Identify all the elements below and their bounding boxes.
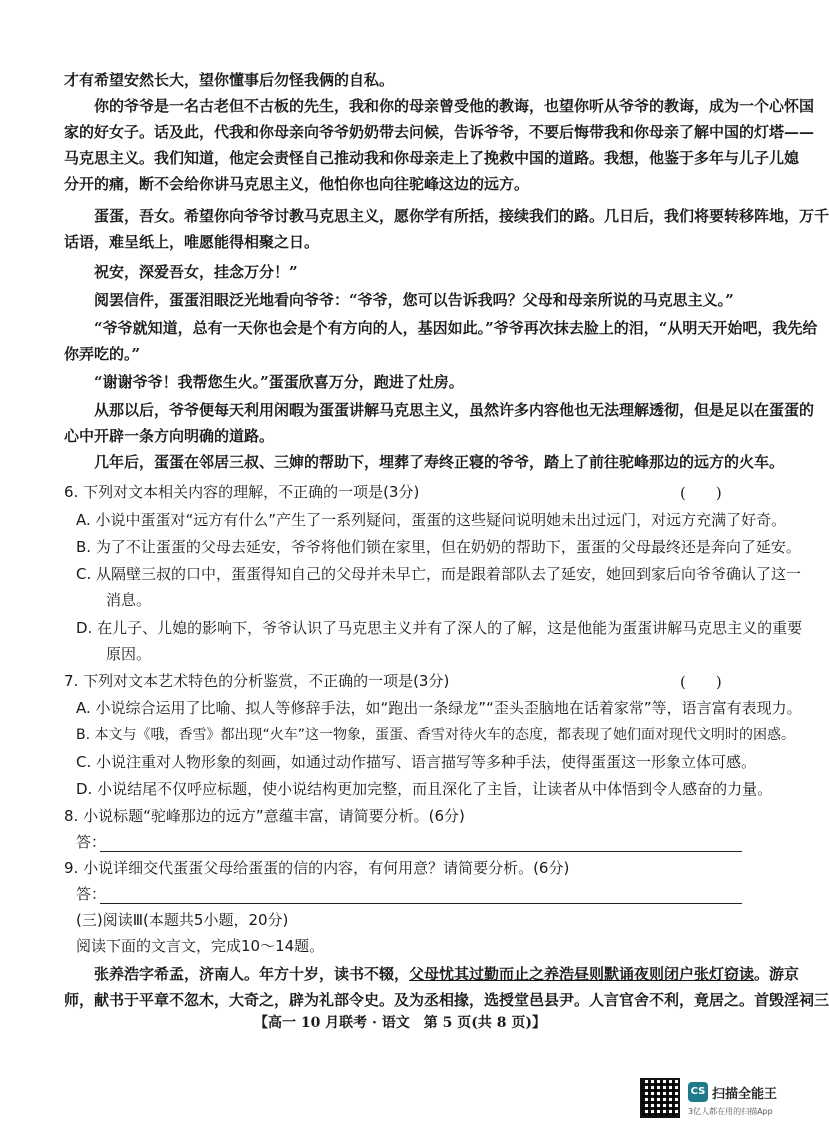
question-7-answer-box: ( ) xyxy=(680,673,722,691)
camscanner-logo-icon: CS xyxy=(688,1082,708,1102)
passage-line: 心中开辟一条方向明确的道路。 xyxy=(64,427,275,445)
page-footer: 【高一 10 月联考 · 语文 第 5 页(共 8 页)】 xyxy=(253,1015,547,1031)
question-7-option-a: A. 小说综合运用了比喻、拟人等修辞手法，如“跑出一条绿龙”“歪头歪脑地在话着家常”等，语言富有表现力。 xyxy=(76,699,802,717)
scanner-brand-name: 扫描全能王 xyxy=(712,1087,778,1102)
question-6-option-d: D. 在儿子、儿媳的影响下，爷爷认识了马克思主义并有了深人的了解，这是他能为蛋蛋讲解马克思主义的重要 xyxy=(76,619,803,637)
question-6-option-c: C. 从隔壁三叔的口中，蛋蛋得知自己的父母并未早亡，而是跟着部队去了延安，她回到家后向爷爷确认了这一 xyxy=(76,565,802,583)
passage-line: 几年后，蛋蛋在邻居三叔、三婶的帮助下，埋葬了寿终正寝的爷爷，踏上了前往驼峰那边的远方的火车。 xyxy=(64,453,785,471)
question-6-stem: 6. 下列对文本相关内容的理解，不正确的一项是(3分) xyxy=(64,483,420,501)
passage-line: 家的好女子。话及此，代我和你母亲向爷爷奶奶带去问候，告诉爷爷，不要后悔带我和你母亲了解中国的灯塔—— xyxy=(64,123,815,141)
question-7-option-c: C. 小说注重对人物形象的刻画，如通过动作描写、语言描写等多种手法，使得蛋蛋这一形象立体可感。 xyxy=(76,753,757,771)
passage-line: 阅罢信件，蛋蛋泪眼泛光地看向爷爷：“爷爷，您可以告诉我吗？父母和母亲所说的马克思主义。” xyxy=(64,291,734,309)
passage-line: 蛋蛋，吾女。希望你向爷爷讨教马克思主义，愿你学有所括，接续我们的路。几日后，我们将要转移阵地，万千 xyxy=(64,207,829,225)
question-7-option-d: D. 小说结尾不仅呼应标题，使小说结构更加完整，而且深化了主旨，让读者从中体悟到令人感奋的力量。 xyxy=(76,780,773,798)
passage-line: “爷爷就知道，总有一天你也会是个有方向的人，基因如此。”爷爷再次抹去脸上的泪，“从明天开始吧，我先给 xyxy=(64,319,818,337)
question-7-stem: 7. 下列对文本艺术特色的分析鉴赏，不正确的一项是(3分) xyxy=(64,672,450,690)
passage-line: 才有希望安然长大，望你懂事后勿怪我俩的自私。 xyxy=(64,71,395,89)
scanner-tagline: 3亿人都在用的扫描App xyxy=(688,1107,773,1116)
question-6-option-a: A. 小说中蛋蛋对“远方有什么”产生了一系列疑问，蛋蛋的这些疑问说明她未出过远门，对远方充满了好奇。 xyxy=(76,511,787,529)
qr-code-icon xyxy=(640,1078,680,1118)
passage-line: 你的爷爷是一名古老但不古板的先生，我和你的母亲曾受他的教诲，也望你听从爷爷的教诲，成为一个心怀国 xyxy=(64,97,815,115)
question-6-answer-box: ( ) xyxy=(680,484,722,502)
classical-text-line-1 xyxy=(64,964,800,984)
passage-line: 马克思主义。我们知道，他定会责怪自己推动我和你母亲走上了挽救中国的道路。我想，他鉴于多年与儿子儿媳 xyxy=(64,149,800,167)
question-8-stem: 8. 小说标题“驼峰那边的远方”意蕴丰富，请简要分析。(6分) xyxy=(64,807,465,825)
passage-line: 你弄吃的。” xyxy=(64,345,141,363)
passage-line: 话语，难呈纸上，唯愿能得相聚之日。 xyxy=(64,233,320,251)
question-7-option-b: B. 本文与《哦，香雪》都出现“火车”这一物象，蛋蛋、香雪对待火车的态度，都表现了她们面对现代文明时的困惑。 xyxy=(76,727,796,743)
passage-line: “谢谢爷爷！我帮您生火。”蛋蛋欣喜万分，跑进了灶房。 xyxy=(64,373,464,391)
passage-line: 从那以后，爷爷便每天利用闲暇为蛋蛋讲解马克思主义，虽然许多内容他也无法理解透彻，但是足以在蛋蛋的 xyxy=(64,401,815,419)
section-3-instruction: 阅读下面的文言文，完成10～14题。 xyxy=(76,937,325,955)
classical-text-tail: 。游京 xyxy=(754,965,800,983)
question-8-answer-label: 答： xyxy=(76,833,107,851)
passage-line: 分开的痛，断不会给你讲马克思主义，他怕你也向往驼峰这边的远方。 xyxy=(64,175,530,193)
classical-text-line-2: 师，献书于平章不忽木，大奇之，辟为礼部令史。及为丞相掾，选授堂邑县尹。人言官舍不利，竟居之。首毁淫祠三 xyxy=(64,991,829,1009)
question-9-answer-line[interactable] xyxy=(100,902,742,904)
question-9-answer-label: 答： xyxy=(76,885,107,903)
question-6-option-b: B. 为了不让蛋蛋的父母去延安，爷爷将他们锁在家里，但在奶奶的帮助下，蛋蛋的父母最终还是奔向了延安。 xyxy=(76,538,801,556)
underlined-sentence: 父母忧其过勤而止之养浩昼则默诵夜则闭户张灯窃读 xyxy=(409,965,755,983)
section-3-title: (三)阅读Ⅲ(本题共5小题，20分) xyxy=(76,911,289,929)
question-9-stem: 9. 小说详细交代蛋蛋父母给蛋蛋的信的内容，有何用意？请简要分析。(6分) xyxy=(64,859,570,877)
classical-text-start: 张养浩字希孟，济南人。年方十岁，读书不辍， xyxy=(64,965,410,983)
question-6-option-c-cont: 消息。 xyxy=(76,591,152,609)
question-8-answer-line[interactable] xyxy=(100,850,742,852)
passage-line: 祝安，深爱吾女，挂念万分！” xyxy=(64,263,298,281)
question-6-option-d-cont: 原因。 xyxy=(76,645,152,663)
